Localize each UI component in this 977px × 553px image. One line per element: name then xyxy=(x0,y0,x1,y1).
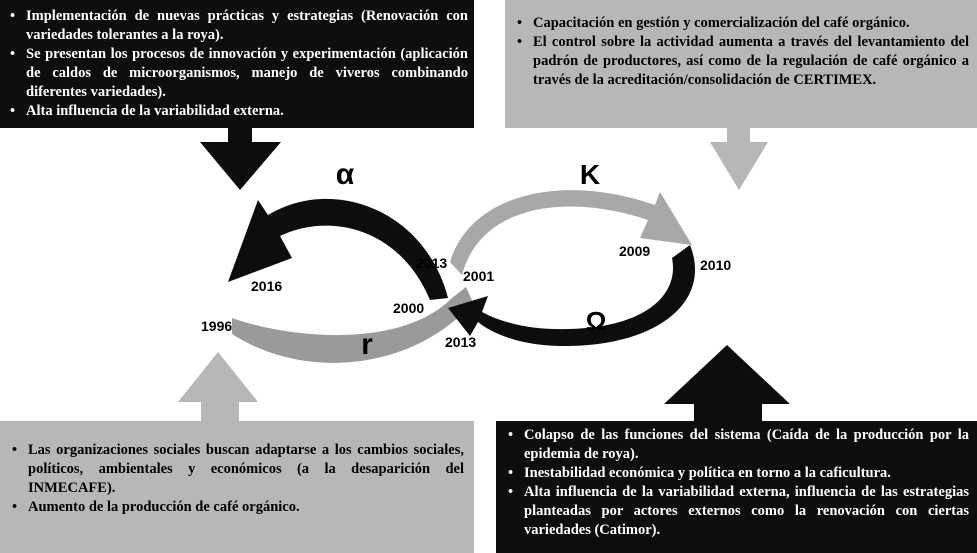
phase-omega-label: Ω xyxy=(585,306,607,336)
phase-alpha-label: α xyxy=(335,158,355,191)
panel-bullet: • Implementación de nuevas prácticas y estrategias (Renovación con variedades tolerantes a la roya). xyxy=(6,7,468,45)
panel-bullet: • Alta influencia de la variabilidad externa. xyxy=(6,102,468,121)
panel-bullet: • Las organizaciones sociales buscan adaptarse a los cambios sociales, políticos, ambientales y económicos (a la desaparición del INMECAFE). xyxy=(8,441,464,498)
year-1996: 1996 xyxy=(201,318,233,334)
panel-bullet: • Aumento de la producción de café orgánico. xyxy=(8,498,464,517)
year-2013-bottom: 2013 xyxy=(445,334,477,350)
arrow-down-top-right xyxy=(710,126,768,190)
year-2001: 2001 xyxy=(463,268,495,284)
arrow-up-bottom-right xyxy=(664,345,790,422)
panel-bullet: • Capacitación en gestión y comercialización del café orgánico. xyxy=(513,14,969,33)
panel-alpha-description xyxy=(0,0,474,128)
omega-phase-arc xyxy=(448,245,695,346)
arrow-up-bottom-left xyxy=(178,352,258,422)
phase-k-label: K xyxy=(579,159,601,190)
year-2013-top: 2013 xyxy=(416,255,448,271)
panel-bullet: • El control sobre la actividad aumenta a través del levantamiento del padrón de productores, así como de la regulación de café orgánico a través de la acreditación/consolidación de CERTIMEX. xyxy=(513,33,969,90)
panel-bullet: • Inestabilidad económica y política en torno a la caficultura. xyxy=(504,464,969,483)
phase-r-label: r xyxy=(361,328,373,361)
panel-bullet: • Colapso de las funciones del sistema (Caída de la producción por la epidemia de roya). xyxy=(504,426,969,464)
panel-omega-description xyxy=(496,421,977,553)
year-2000: 2000 xyxy=(393,300,425,316)
panel-k-description xyxy=(505,0,977,128)
arrow-down-top-left xyxy=(200,126,281,190)
year-2010: 2010 xyxy=(700,257,732,273)
year-2009: 2009 xyxy=(619,243,651,259)
panel-bullet: • Se presentan los procesos de innovación y experimentación (aplicación de caldos de microorganismos, manejo de viveros combinando diferentes variedades). xyxy=(6,45,468,102)
k-phase-arc xyxy=(450,190,692,275)
panel-bullet: • Alta influencia de la variabilidad externa, influencia de las estrategias planteadas por actores externos como la renovación con ciertas variedades (Catimor). xyxy=(504,483,969,540)
year-2016: 2016 xyxy=(251,278,283,294)
panel-r-description xyxy=(0,421,474,553)
